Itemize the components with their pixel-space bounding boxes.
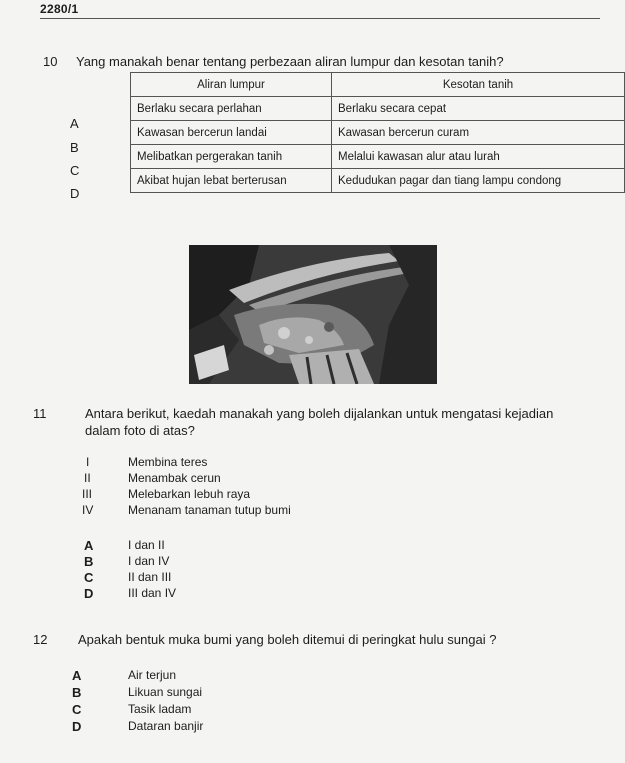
table-header-row — [131, 73, 625, 97]
comparison-table — [130, 72, 625, 193]
q10-row-letter-d: D — [70, 186, 80, 201]
question-11-number: 11 — [33, 406, 47, 421]
landslide-photo — [189, 245, 437, 384]
option-letter-a: A — [72, 668, 82, 683]
question-11-text-line1: Antara berikut, kaedah manakah yang boleh dijalankan untuk mengatasi kejadian — [85, 406, 554, 421]
option-letter-d: D — [72, 719, 82, 734]
question-12-text: Apakah bentuk muka bumi yang boleh ditemui di peringkat hulu sungai ? — [78, 632, 497, 647]
table-cell: Kedudukan pagar dan tiang lampu condong — [332, 169, 625, 193]
option-text: III dan IV — [128, 586, 177, 600]
option-letter-b: B — [72, 685, 82, 700]
column-header-kesotan-tanih: Kesotan tanih — [332, 73, 625, 97]
header-divider — [40, 18, 600, 19]
question-10-number: 10 — [43, 54, 58, 69]
statement-text: Menanam tanaman tutup bumi — [128, 503, 291, 517]
table-row — [131, 169, 625, 193]
option-letter-d: D — [84, 586, 94, 601]
option-text: Tasik ladam — [128, 702, 192, 716]
table-cell: Berlaku secara cepat — [332, 97, 625, 121]
option-text: I dan II — [128, 538, 165, 552]
option-text: Dataran banjir — [128, 719, 204, 733]
table-cell: Kawasan bercerun curam — [332, 121, 625, 145]
table-cell: Melibatkan pergerakan tanih — [131, 145, 332, 169]
option-text: I dan IV — [128, 554, 170, 568]
q10-row-letter-b: B — [70, 140, 79, 155]
question-10-text: Yang manakah benar tentang perbezaan aliran lumpur dan kesotan tanih? — [76, 54, 504, 69]
statement-text: Melebarkan lebuh raya — [128, 487, 251, 501]
statement-numeral: I — [86, 455, 90, 469]
table-row — [131, 145, 625, 169]
option-letter-c: C — [72, 702, 82, 717]
option-letter-a: A — [84, 538, 94, 553]
option-letter-c: C — [84, 570, 94, 585]
landslide-photo-drawing — [189, 245, 437, 384]
table-row — [131, 121, 625, 145]
q10-row-letter-a: A — [70, 116, 79, 131]
statement-text: Membina teres — [128, 455, 208, 469]
statement-numeral: II — [84, 471, 91, 485]
statement-text: Menambak cerun — [128, 471, 221, 485]
question-11-text-line2: dalam foto di atas? — [85, 423, 195, 438]
option-letter-b: B — [84, 554, 94, 569]
table-row — [131, 97, 625, 121]
option-text: Air terjun — [128, 668, 177, 682]
statement-numeral: III — [82, 487, 93, 501]
table-cell: Berlaku secara perlahan — [131, 97, 332, 121]
option-text: II dan III — [128, 570, 172, 584]
table-cell: Akibat hujan lebat berterusan — [131, 169, 332, 193]
question-12-number: 12 — [33, 632, 48, 647]
q10-row-letter-c: C — [70, 163, 80, 178]
option-text: Likuan sungai — [128, 685, 203, 699]
statement-numeral: IV — [82, 503, 94, 517]
column-header-aliran-lumpur: Aliran lumpur — [131, 73, 332, 97]
table-cell: Melalui kawasan alur atau lurah — [332, 145, 625, 169]
table-cell: Kawasan bercerun landai — [131, 121, 332, 145]
paper-code: 2280/1 — [40, 2, 79, 16]
